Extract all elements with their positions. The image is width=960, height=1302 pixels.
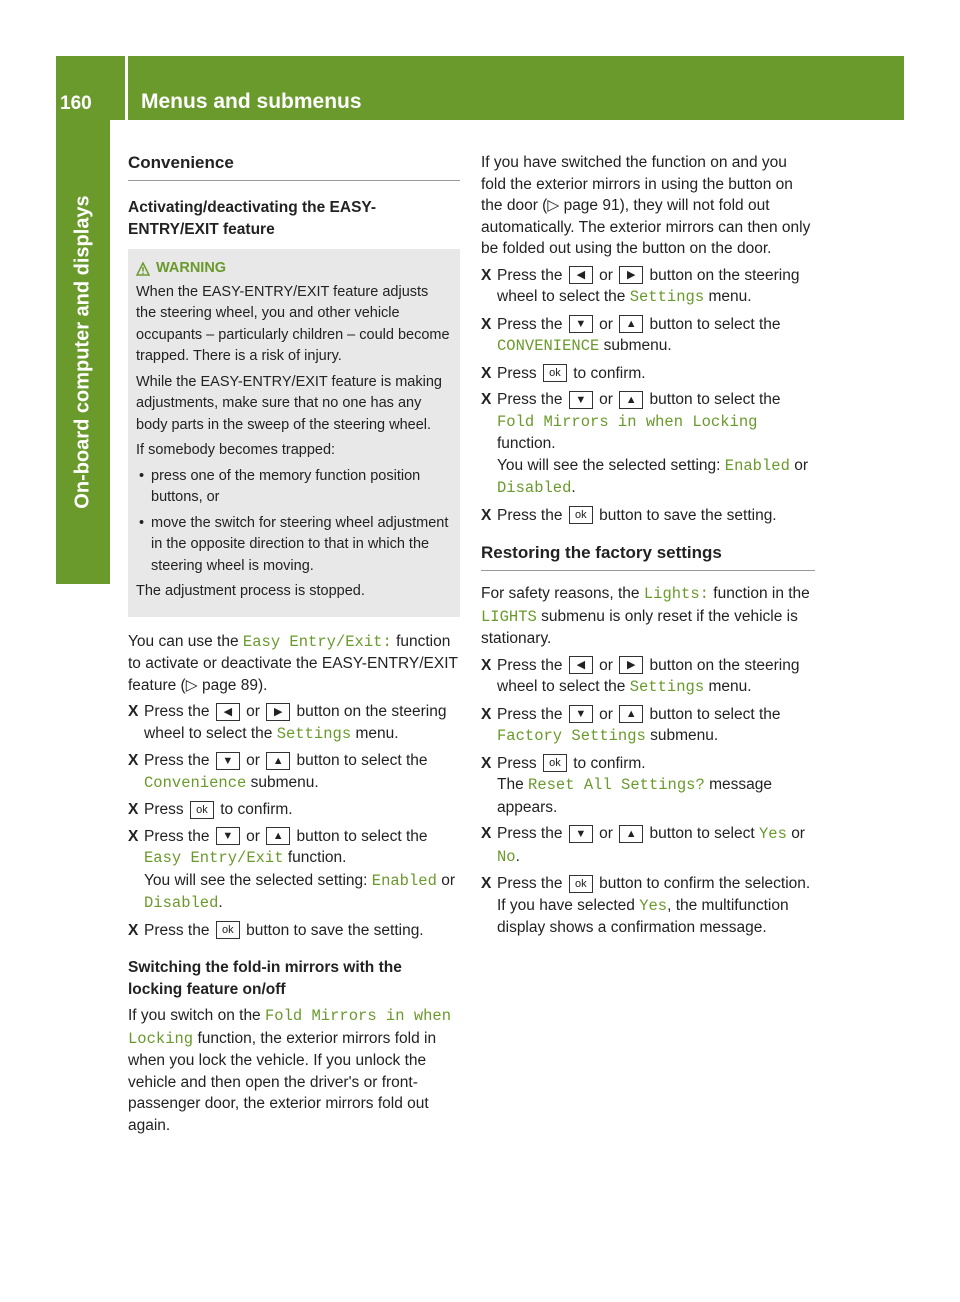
step: X Press the ▼ or ▲ button to select Yes or No. [481, 825, 805, 866]
step: X Press the ▼ or ▲ button to select the Easy Entry/Exit function. You will see the selected setting: Enabled or Disabled. [128, 827, 456, 912]
heading-convenience: Convenience [128, 152, 460, 181]
down-button-icon: ▼ [569, 705, 593, 723]
warning-icon [136, 262, 150, 276]
section-title: Menus and submenus [141, 90, 362, 113]
warning-box [128, 249, 460, 617]
side-tab-label: On-board computer and displays [71, 195, 94, 509]
step: X Press the ◀ or ▶ button on the steering wheel to select the Settings menu. [481, 656, 800, 696]
ok-button-icon: ok [543, 364, 567, 382]
fold-out-paragraph: If you have switched the function on and you fold the exterior mirrors in using the button on the door (▷ page 91), they will not fold out automatically. The exterior mirrors can then only be folded out using the button on the door. [481, 154, 811, 257]
subheading-fold-mirrors: Switching the fold-in mirrors with the locking feature on/off [128, 959, 402, 998]
step: X Press the ▼ or ▲ button to select the Fold Mirrors in when Locking function. You will see the selected setting: Enabled or Disabled. [481, 391, 809, 497]
up-button-icon: ▲ [619, 391, 643, 409]
up-button-icon: ▲ [266, 827, 290, 845]
down-button-icon: ▼ [569, 315, 593, 333]
subheading-easy-entry: Activating/deactivating the EASY- ENTRY/EXIT feature [128, 199, 377, 238]
step: X Press the ▼ or ▲ button to select the CONVENIENCE submenu. [481, 315, 781, 355]
left-arrow-button-icon: ◀ [216, 703, 240, 721]
up-button-icon: ▲ [619, 825, 643, 843]
step: X Press ok to confirm. The Reset All Settings? message appears. [481, 754, 772, 816]
left-arrow-button-icon: ◀ [569, 266, 593, 284]
warning-text: While the EASY-ENTRY/EXIT feature is making adjustments, make sure that no one has any body parts in the sweep of the steering wheel. [136, 373, 442, 433]
left-arrow-button-icon: ◀ [569, 656, 593, 674]
warning-header [136, 258, 452, 280]
step: X Press the ▼ or ▲ button to select the Factory Settings submenu. [481, 705, 781, 745]
step: X Press the ◀ or ▶ button on the steering wheel to select the Settings menu. [481, 266, 800, 306]
step: X Press the ok button to save the setting. [481, 506, 777, 524]
right-column [481, 152, 815, 939]
right-arrow-button-icon: ▶ [619, 656, 643, 674]
ok-button-icon: ok [216, 921, 240, 939]
ok-button-icon: ok [543, 754, 567, 772]
warning-text: When the EASY-ENTRY/EXIT feature adjusts the steering wheel, you and other vehicle occupants – particularly children – could become trapped. There is a risk of injury. [136, 283, 450, 364]
up-button-icon: ▲ [619, 315, 643, 333]
step: X Press the ok button to save the setting. [128, 921, 424, 939]
fold-paragraph: If you switch on the Fold Mirrors in when Locking function, the exterior mirrors fold in when you lock the vehicle. If you unlock the vehicle and then open the driver's or front-passenger door, the exterior mirrors fold out again. [128, 1007, 452, 1134]
right-arrow-button-icon: ▶ [266, 703, 290, 721]
header-separator [125, 56, 128, 120]
step: X Press the ◀ or ▶ button on the steering wheel to select the Settings menu. [128, 703, 447, 743]
heading-restoring-factory-settings: Restoring the factory settings [481, 542, 815, 571]
right-arrow-button-icon: ▶ [619, 266, 643, 284]
warning-bullet: • press one of the memory function position buttons, or [136, 466, 452, 509]
warning-title: WARNING [156, 260, 227, 276]
down-button-icon: ▼ [569, 391, 593, 409]
step: X Press ok to confirm. [128, 801, 293, 818]
step: X Press ok to confirm. [481, 364, 646, 382]
intro-paragraph: You can use the Easy Entry/Exit: function to activate or deactivate the EASY-ENTRY/EXIT feature (▷ page 89). [128, 632, 458, 694]
restore-paragraph: For safety reasons, the Lights: function in the LIGHTS submenu is only reset if the vehicle is stationary. [481, 585, 810, 647]
ok-button-icon: ok [569, 506, 593, 524]
ok-button-icon: ok [190, 801, 214, 819]
ok-button-icon: ok [569, 875, 593, 893]
left-column [128, 152, 460, 1136]
page-number: 160 [60, 93, 92, 114]
up-button-icon: ▲ [266, 752, 290, 770]
down-button-icon: ▼ [569, 825, 593, 843]
down-button-icon: ▼ [216, 752, 240, 770]
down-button-icon: ▼ [216, 827, 240, 845]
warning-text: The adjustment process is stopped. [136, 583, 365, 599]
step: X Press the ok button to confirm the selection. If you have selected Yes, the multifunction display shows a confirmation message. [481, 875, 811, 936]
up-button-icon: ▲ [619, 705, 643, 723]
step: X Press the ▼ or ▲ button to select the Convenience submenu. [128, 752, 428, 792]
warning-bullet: • move the switch for steering wheel adjustment in the opposite direction to that in which the steering wheel is moving. [136, 513, 452, 578]
warning-text: If somebody becomes trapped: [136, 442, 336, 458]
